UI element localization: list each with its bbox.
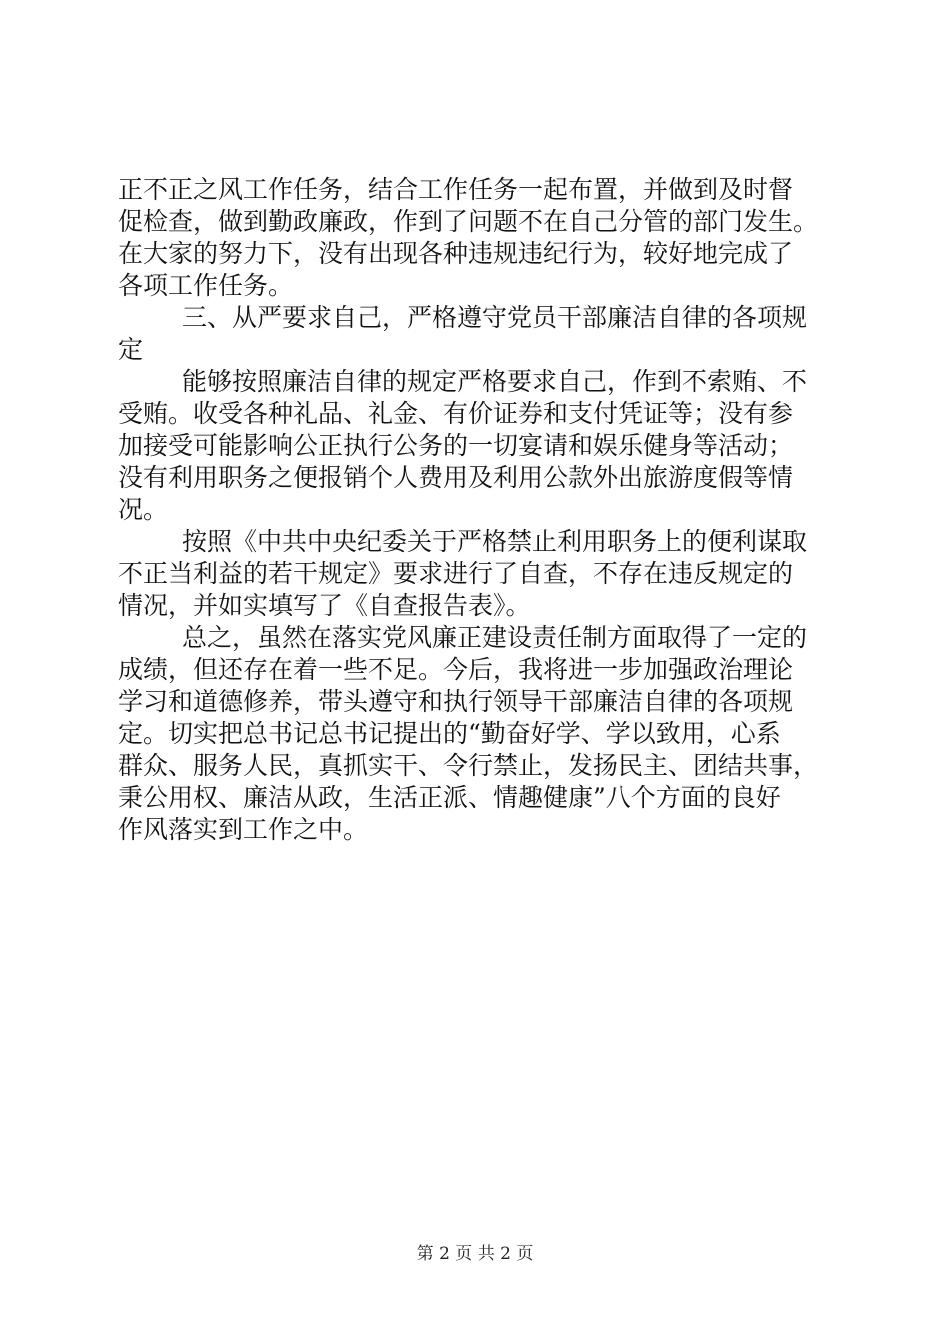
text-line: 总之，虽然在落实党风廉正建设责任制方面取得了一定的 <box>182 623 808 652</box>
text-line: 群众、服务人民，真抓实干、令行禁止，发扬民主、团结共事， <box>118 751 819 780</box>
text-line: 按照《中共中央纪委关于严格禁止利用职务上的便利谋取 <box>182 527 808 556</box>
text-line: 况。 <box>118 495 169 524</box>
text-line: 秉公用权、廉洁从政，生活正派、情趣健康”八个方面的良好 <box>118 783 781 812</box>
text-line: 定。切实把总书记总书记提出的“勤奋好学、学以致用，心系 <box>118 719 781 748</box>
text-line: 正不正之风工作任务，结合工作任务一起布置，并做到及时督 <box>118 175 794 204</box>
text-line: 成绩，但还存在着一些不足。今后，我将进一步加强政治理论 <box>118 655 794 684</box>
text-line: 没有利用职务之便报销个人费用及利用公款外出旅游度假等情 <box>118 463 794 492</box>
page-number-footer: 第 2 页 共 2 页 <box>416 1244 534 1264</box>
text-line: 加接受可能影响公正执行公务的一切宴请和娱乐健身等活动； <box>118 431 794 460</box>
document-body <box>118 174 838 846</box>
text-line: 促检查，做到勤政廉政，作到了问题不在自己分管的部门发生。 <box>118 207 819 236</box>
section-heading-line: 定 <box>118 335 144 364</box>
text-line: 作风落实到工作之中。 <box>118 815 369 844</box>
text-line: 不正当利益的若干规定》要求进行了自查，不存在违反规定的 <box>118 559 794 588</box>
text-line: 受贿。收受各种礼品、礼金、有价证券和支付凭证等；没有参 <box>118 399 794 428</box>
text-line: 各项工作任务。 <box>118 271 294 300</box>
text-line: 学习和道德修养，带头遵守和执行领导干部廉洁自律的各项规 <box>118 687 794 716</box>
text-line: 能够按照廉洁自律的规定严格要求自己，作到不索贿、不 <box>182 367 808 396</box>
text-line: 在大家的努力下，没有出现各种违规违纪行为，较好地完成了 <box>118 239 794 268</box>
text-line: 情况，并如实填写了《自查报告表》。 <box>118 591 531 620</box>
section-heading-line: 三、从严要求自己，严格遵守党员干部廉洁自律的各项规 <box>182 303 808 332</box>
